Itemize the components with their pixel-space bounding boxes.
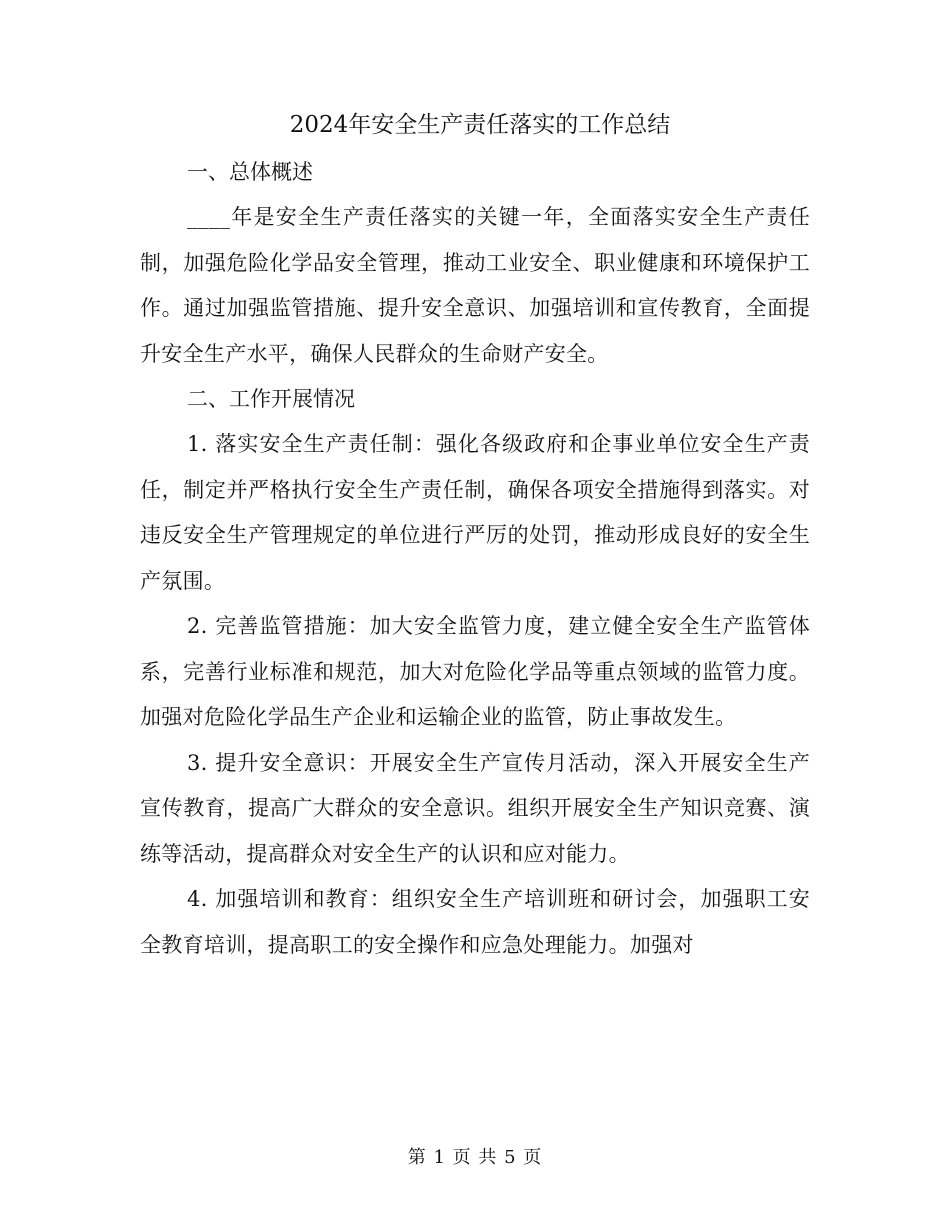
section-heading: 一、总体概述	[187, 160, 313, 184]
document-body	[140, 100, 810, 968]
paragraph: 2. 完善监管措施：加大安全监管力度，建立健全安全生产监管体系，完善行业标准和规范，加大对危险化学品等重点领域的监管力度。加强对危险化学品生产企业和运输企业的监管，防止事故发生。	[140, 614, 810, 729]
page-number-footer: 第 1 页 共 5 页	[407, 1147, 543, 1168]
section-heading: 二、工作开展情况	[187, 387, 355, 411]
paragraph: ____年是安全生产责任落实的关键一年，全面落实安全生产责任制，加强危险化学品安全管理，推动工业安全、职业健康和环境保护工作。通过加强监管措施、提升安全意识、加强培训和宣传教育，全面提升安全生产水平，确保人民群众的生命财产安全。	[140, 205, 810, 366]
paragraph: 3. 提升安全意识：开展安全生产宣传月活动，深入开展安全生产宣传教育，提高广大群众的安全意识。组织开展安全生产知识竞赛、演练等活动，提高群众对安全生产的认识和应对能力。	[140, 750, 810, 866]
section-work-progress	[140, 377, 810, 968]
paragraph: 4. 加强培训和教育：组织安全生产培训班和研讨会，加强职工安全教育培训，提高职工的安全操作和应急处理能力。加强对	[140, 887, 810, 957]
paragraph: 1. 落实安全生产责任制：强化各级政府和企事业单位安全生产责任，制定并严格执行安全生产责任制，确保各项安全措施得到落实。对违反安全生产管理规定的单位进行严厉的处罚，推动形成良好的安全生产氛围。	[140, 432, 810, 593]
document-title: 2024年安全生产责任落实的工作总结	[289, 112, 671, 138]
section-overview	[140, 150, 810, 377]
